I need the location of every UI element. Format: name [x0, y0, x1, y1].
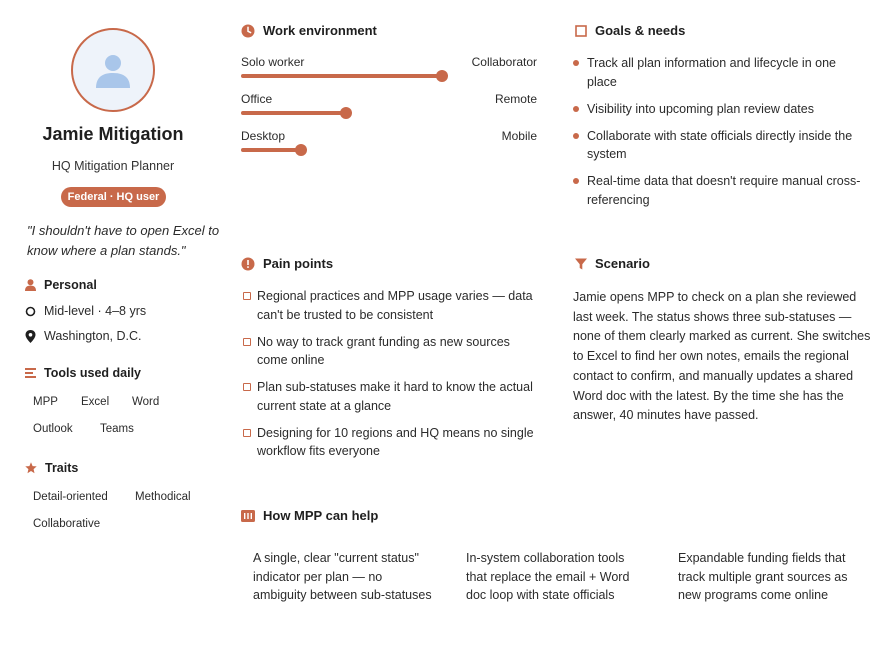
work-environment-heading [241, 23, 377, 38]
trait-chip-collaborative: Collaborative [33, 518, 101, 530]
goals-heading [575, 23, 685, 38]
tool-chip-teams: Teams [100, 423, 134, 435]
star-icon [25, 462, 37, 474]
personal-heading-label: Personal [44, 278, 97, 292]
slider-2-track [241, 111, 346, 115]
traits-heading [25, 461, 78, 475]
goals-list [573, 54, 863, 218]
experience-row [25, 304, 146, 318]
slider-3-track [241, 148, 301, 152]
goals-heading-label: Goals & needs [595, 23, 686, 38]
circle-icon [25, 306, 36, 317]
pain-point-item: Regional practices and MPP usage varies — data can't be trusted to be consistent [243, 287, 543, 324]
list-lines-icon [25, 368, 36, 378]
tools-heading-label: Tools used daily [44, 366, 142, 380]
user-type-badge: Federal · HQ user [61, 187, 166, 207]
slider-3-right-label: Mobile [501, 129, 537, 143]
goal-item: Track all plan information and lifecycle in one place [573, 54, 863, 91]
person-avatar-icon [93, 50, 133, 90]
help-item-1: A single, clear "current status" indicator per plan — no ambiguity between sub-statuses [253, 551, 432, 602]
help-item-2: In-system collaboration tools that replace the email + Word doc loop with state officials [466, 551, 630, 602]
tools-heading [25, 366, 141, 380]
persona-quote: "I shouldn't have to open Excel to know where a plan stands." [27, 223, 220, 258]
slider-2-knob[interactable] [340, 107, 352, 119]
tool-chip-word: Word [132, 396, 160, 408]
pain-points-list [243, 287, 543, 469]
goal-item: Visibility into upcoming plan review dates [573, 100, 863, 119]
pain-points-heading [241, 256, 333, 271]
slider-2-left-label: Office [241, 92, 273, 106]
help-heading [241, 508, 378, 523]
pain-point-item: Designing for 10 regions and HQ means no single workflow fits everyone [243, 424, 543, 461]
trait-chip-detail-oriented: Detail-oriented [33, 491, 108, 503]
clock-icon [241, 24, 255, 38]
pain-point-item: No way to track grant funding as new sources come online [243, 333, 543, 370]
scenario-heading [575, 256, 650, 271]
personal-heading [25, 278, 97, 292]
persona-name: Jamie Mitigation [42, 124, 184, 144]
location-row [25, 329, 142, 343]
tool-chip-excel: Excel [81, 396, 110, 408]
goal-item: Real-time data that doesn't require manual cross-referencing [573, 172, 863, 209]
filter-funnel-icon [575, 258, 587, 270]
checkbox-square-icon [575, 25, 587, 37]
scenario-heading-label: Scenario [595, 256, 650, 271]
slider-1-left-label: Solo worker [241, 55, 305, 69]
slider-1-track [241, 74, 442, 78]
slider-3-knob[interactable] [295, 144, 307, 156]
slider-1-knob[interactable] [436, 70, 448, 82]
toolbar-grid-icon [241, 510, 255, 522]
traits-heading-label: Traits [45, 461, 79, 475]
experience-text: Mid-level · 4–8 yrs [44, 304, 147, 318]
pain-points-heading-label: Pain points [263, 256, 334, 271]
work-environment-heading-label: Work environment [263, 23, 377, 38]
location-text: Washington, D.C. [44, 329, 142, 343]
person-icon [25, 279, 36, 291]
avatar [71, 28, 155, 112]
persona-role: HQ Mitigation Planner [51, 159, 175, 173]
slider-3-left-label: Desktop [241, 129, 286, 143]
tool-chip-outlook: Outlook [33, 423, 73, 435]
goal-item: Collaborate with state officials directly inside the system [573, 127, 863, 164]
help-heading-label: How MPP can help [263, 508, 379, 523]
tool-chip-mpp: MPP [33, 396, 58, 408]
trait-chip-methodical: Methodical [135, 491, 191, 503]
alert-circle-icon [241, 257, 255, 271]
map-pin-icon [25, 330, 36, 343]
slider-2-right-label: Remote [494, 92, 537, 106]
help-item-3: Expandable funding fields that track multiple grant sources as new programs come online [678, 551, 848, 602]
slider-1-right-label: Collaborator [471, 55, 537, 69]
scenario-text: Jamie opens MPP to check on a plan she reviewed last week. The status shows three sub-statuses — none of them clearly marked as current. She switches to Excel to find her own notes, emails the regional contact to confirm, and manually updates a shared Word doc with the latest. By the time she has the answer, 40 minutes have passed. [573, 290, 871, 423]
pain-point-item: Plan sub-statuses make it hard to know the actual current state at a glance [243, 378, 543, 415]
